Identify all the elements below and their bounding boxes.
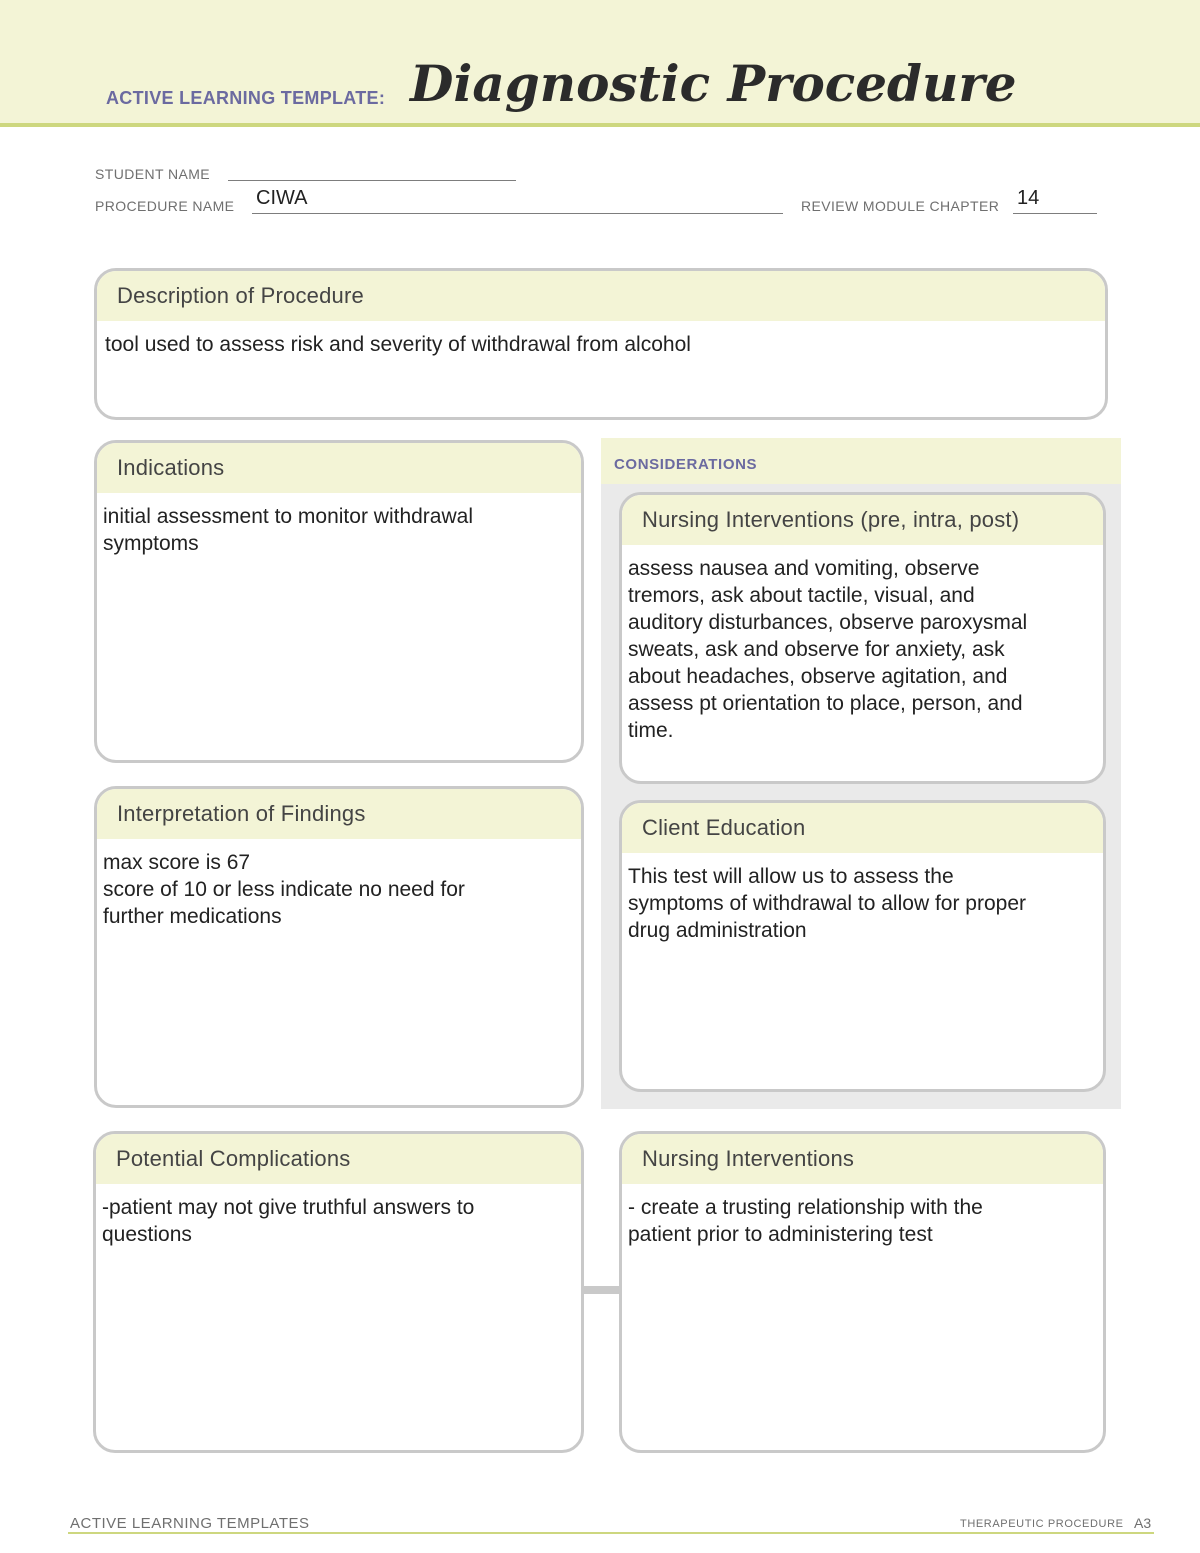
nursing-interventions-ppp-box (619, 492, 1106, 784)
nursing-interventions-ppp-text[interactable]: assess nausea and vomiting, observe tremors, ask about tactile, visual, and auditory disturbances, observe paroxysmal sweats, ask and observe for anxiety, ask about headaches, observe agitation, and assess pt orientation to place, person, and time. (628, 557, 1028, 742)
student-name-line[interactable] (228, 180, 516, 181)
interpretation-heading: Interpretation of Findings (97, 789, 581, 839)
template-label: ACTIVE LEARNING TEMPLATE: (106, 88, 386, 108)
description-heading: Description of Procedure (97, 271, 1105, 321)
review-module-line[interactable] (1013, 213, 1097, 214)
review-module-value[interactable]: 14 (1017, 187, 1040, 209)
header-rule (0, 123, 1200, 127)
interpretation-text[interactable]: max score is 67 score of 10 or less indicate no need for further medications (103, 851, 465, 928)
footer-right: THERAPEUTIC PROCEDURE (960, 1518, 1124, 1530)
footer-rule (68, 1532, 1154, 1534)
footer-left: ACTIVE LEARNING TEMPLATES (70, 1515, 310, 1532)
client-education-box (619, 800, 1106, 1092)
client-education-heading: Client Education (622, 803, 1103, 853)
procedure-name-value[interactable]: CIWA (256, 187, 308, 209)
complications-heading: Potential Complications (96, 1134, 581, 1184)
procedure-name-label: PROCEDURE NAME (95, 198, 235, 214)
student-name-label: STUDENT NAME (95, 166, 210, 182)
client-education-text[interactable]: This test will allow us to assess the symptoms of withdrawal to allow for proper drug administration (628, 865, 1026, 942)
interpretation-box (94, 786, 584, 1108)
nursing-interventions-heading: Nursing Interventions (622, 1134, 1103, 1184)
indications-box (94, 440, 584, 763)
box-connector (584, 1286, 620, 1294)
procedure-name-line[interactable] (252, 213, 783, 214)
description-text[interactable]: tool used to assess risk and severity of withdrawal from alcohol (105, 333, 691, 356)
footer-page-number: A3 (1134, 1515, 1152, 1531)
indications-heading: Indications (97, 443, 581, 493)
nursing-interventions-text[interactable]: - create a trusting relationship with the patient prior to administering test (628, 1196, 983, 1246)
complications-text[interactable]: -patient may not give truthful answers to questions (102, 1196, 475, 1246)
considerations-label: CONSIDERATIONS (614, 456, 758, 473)
nursing-interventions-box (619, 1131, 1106, 1453)
indications-text[interactable]: initial assessment to monitor withdrawal symptoms (103, 505, 473, 555)
complications-box (93, 1131, 584, 1453)
page-title: Diagnostic Procedure (410, 54, 1017, 113)
nursing-interventions-ppp-heading: Nursing Interventions (pre, intra, post) (622, 495, 1103, 545)
review-module-label: REVIEW MODULE CHAPTER (801, 198, 1000, 214)
description-box (94, 268, 1108, 420)
